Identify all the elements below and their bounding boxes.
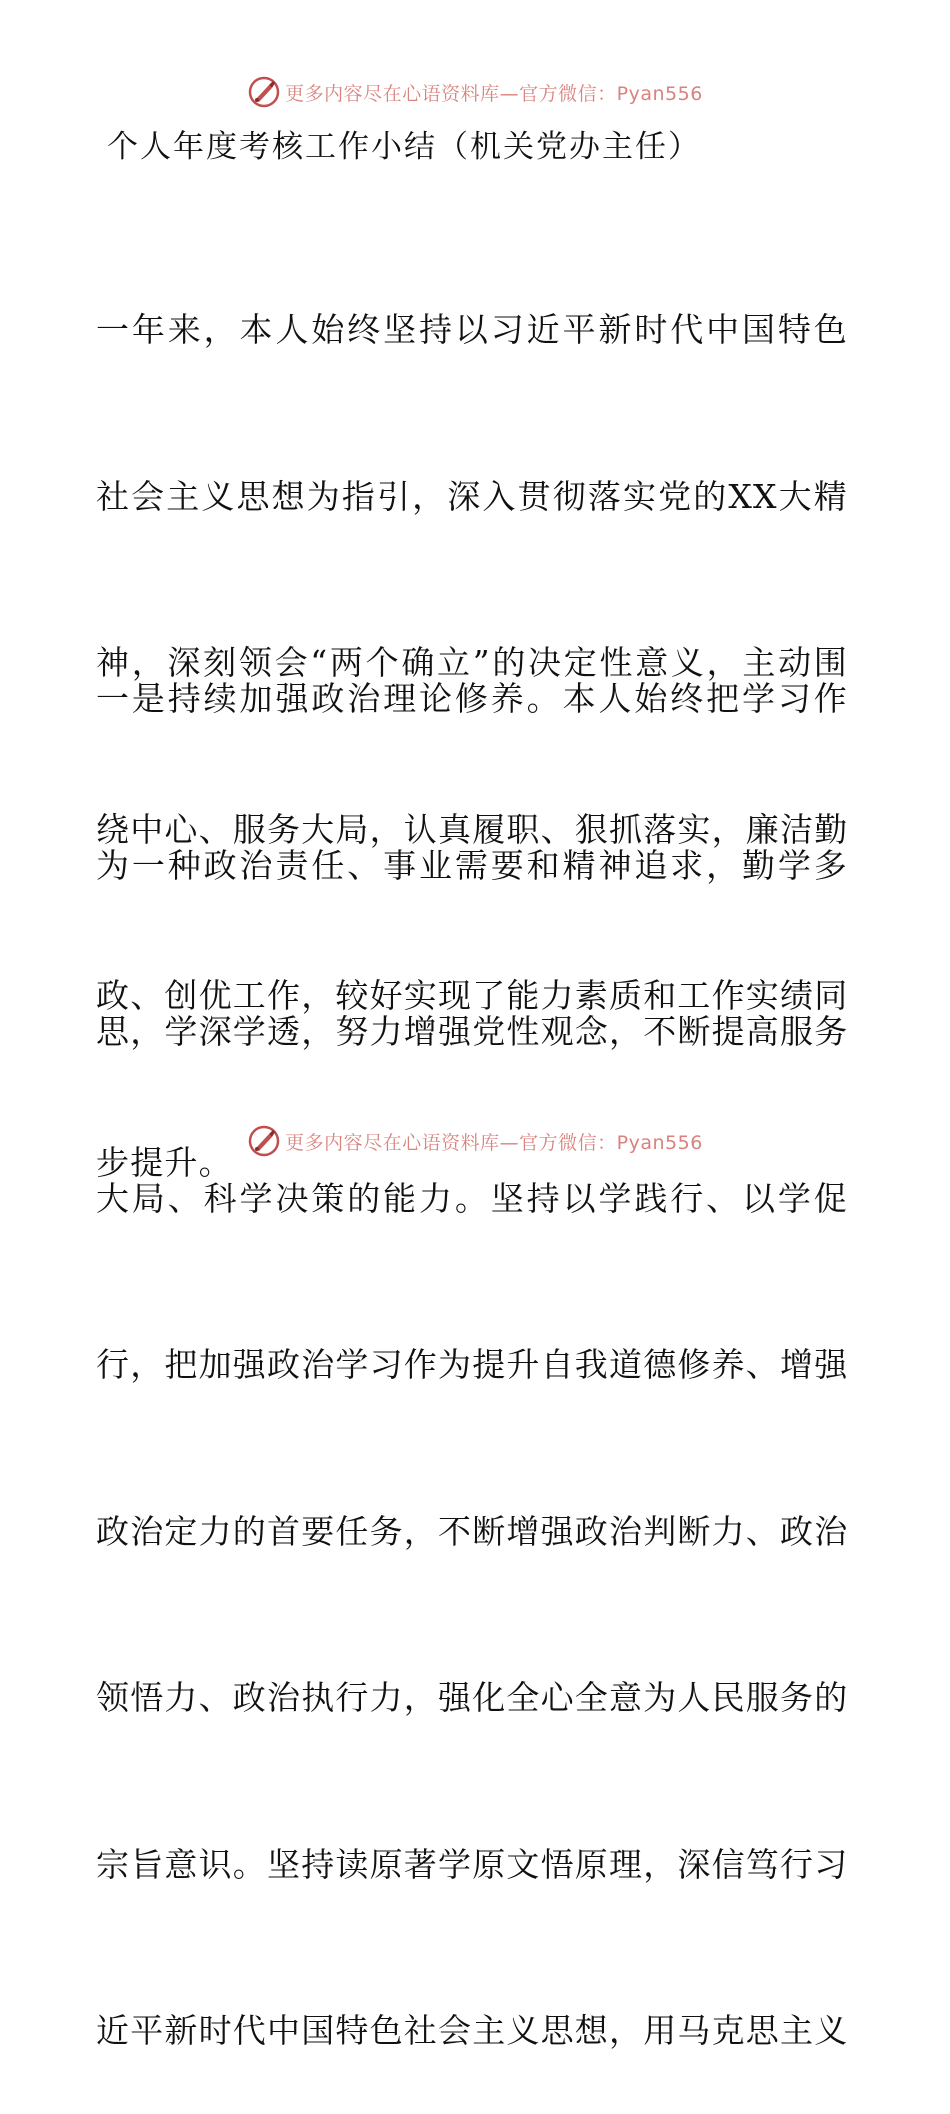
paragraph-line: 步提升。 — [96, 1142, 233, 1182]
header-watermark-banner — [0, 72, 950, 112]
banner-text: 更多内容尽在心语资料库—官方微信：Pyan556 — [285, 1131, 703, 1154]
paragraph-line: 一是持续加强政治理论修养。本人始终把学习作 — [96, 679, 848, 718]
paragraph-line: 为一种政治责任、事业需要和精神追求，勤学多 — [96, 845, 848, 885]
paragraph-line: 社会主义思想为指引，深入贯彻落实党的XX大精 — [96, 476, 848, 516]
paragraph-line: 行，把加强政治学习作为提升自我道德修养、增强 — [96, 1345, 849, 1384]
paragraph-political-theory — [96, 560, 848, 2114]
paragraph-line: 绕中心、服务大局，认真履职、狠抓落实，廉洁勤 — [96, 809, 849, 849]
paragraph-line: 政、创优工作，较好实现了能力素质和工作实绩同 — [96, 976, 849, 1015]
paragraph-line: 思，学深学透，努力增强党性观念，不断提高服务 — [96, 1012, 849, 1051]
paragraph-line: 大局、科学决策的能力。坚持以学践行、以学促 — [96, 1178, 848, 1218]
ink-pen-logo-icon — [247, 75, 281, 109]
paragraph-line: 领悟力、政治执行力，强化全心全意为人民服务的 — [96, 1678, 849, 1717]
paragraph-line: 近平新时代中国特色社会主义思想，用马克思主义 — [96, 2011, 849, 2050]
document-title: 个人年度考核工作小结（机关党办主任） — [107, 129, 701, 165]
paragraph-line: 神，深刻领会“两个确立”的决定性意义，主动围 — [96, 643, 848, 682]
ink-pen-logo-icon — [247, 1124, 281, 1158]
paragraph-line: 一年来，本人始终坚持以习近平新时代中国特色 — [96, 310, 848, 349]
footer-watermark-banner — [0, 1121, 950, 1161]
banner-text: 更多内容尽在心语资料库—官方微信：Pyan556 — [285, 82, 703, 105]
paragraph-line: 宗旨意识。坚持读原著学原文悟原理，深信笃行习 — [96, 1844, 849, 1884]
paragraph-line: 政治定力的首要任务，不断增强政治判断力、政治 — [96, 1511, 849, 1551]
